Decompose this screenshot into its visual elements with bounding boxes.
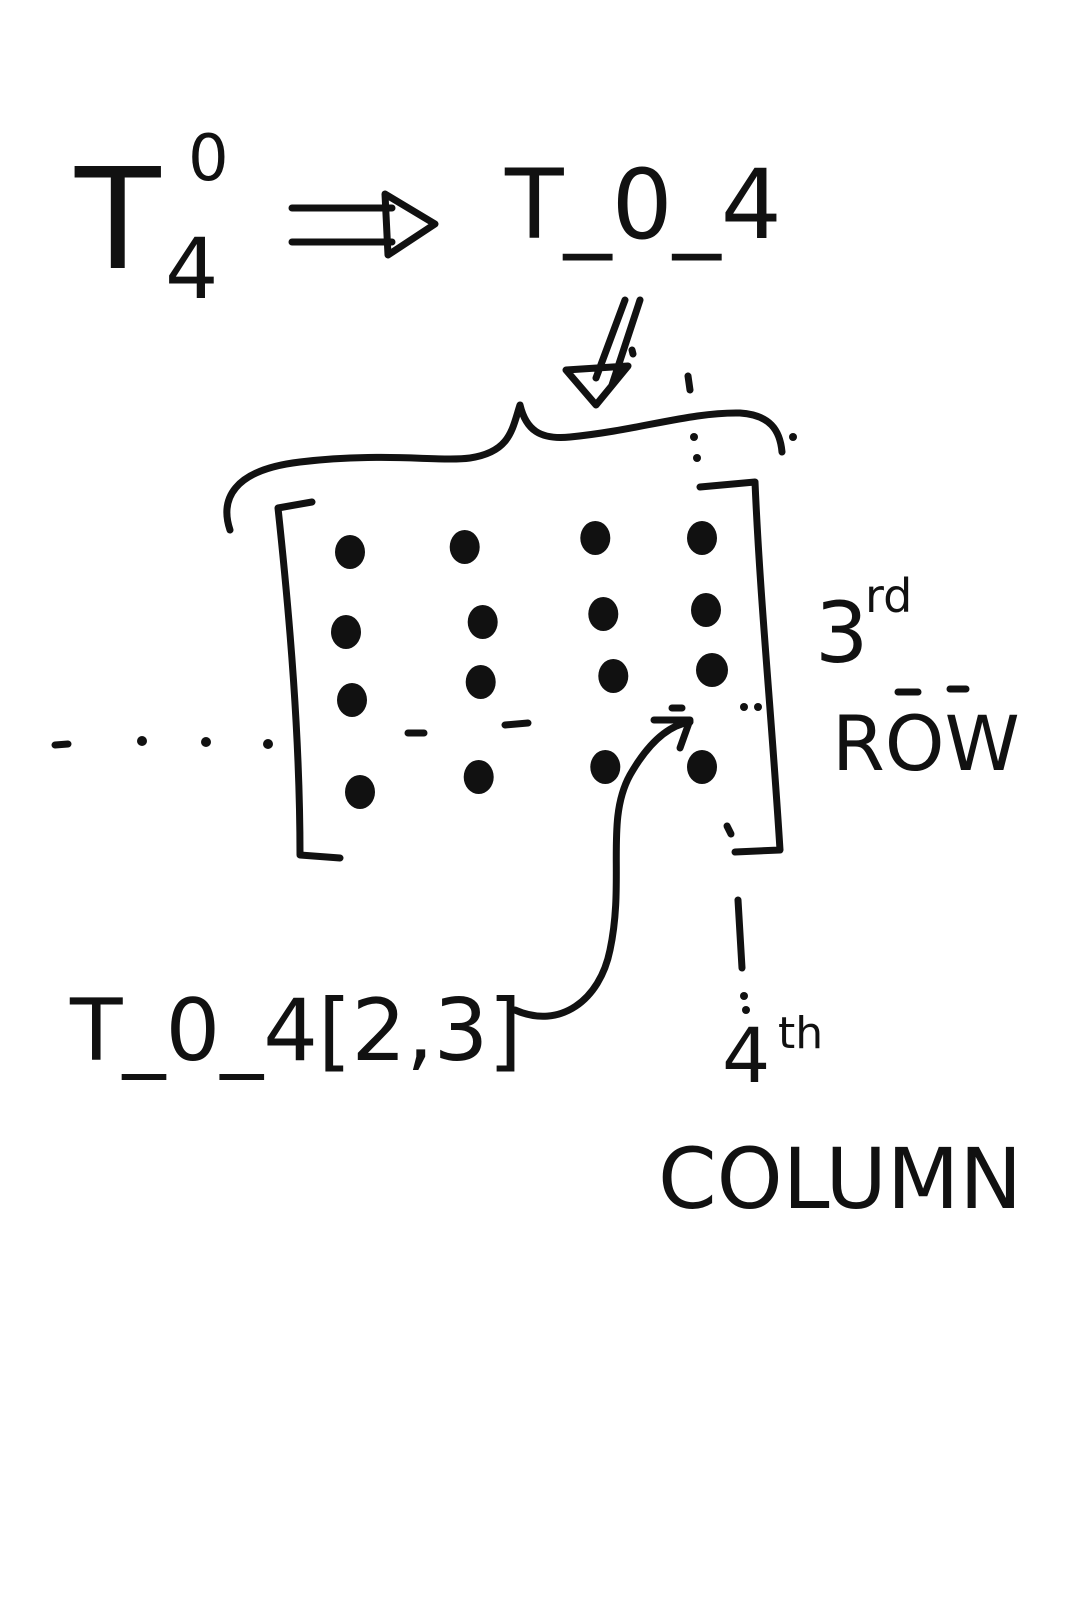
access-expression: T_0_4[2,3] bbox=[70, 981, 522, 1081]
matrix-element bbox=[588, 597, 618, 631]
tensor-subscript: 4 bbox=[165, 220, 219, 318]
matrix-element bbox=[580, 521, 610, 555]
matrix-right-bracket-tick bbox=[727, 826, 731, 834]
matrix-element-highlighted bbox=[696, 653, 728, 687]
matrix-element bbox=[345, 775, 375, 809]
matrix-element bbox=[466, 665, 496, 699]
matrix-element bbox=[464, 760, 494, 794]
double-arrow-right-icon bbox=[292, 194, 435, 255]
matrix-left-bracket bbox=[278, 502, 340, 858]
row-label bbox=[815, 569, 1020, 788]
matrix-element bbox=[687, 521, 717, 555]
column-ordinal: 4 bbox=[722, 1011, 771, 1100]
row-ordinal-suffix: rd bbox=[865, 569, 913, 623]
matrix-element bbox=[598, 659, 628, 693]
matrix-element bbox=[331, 615, 361, 649]
matrix-element bbox=[337, 683, 367, 717]
matrix-element bbox=[691, 593, 721, 627]
curly-brace bbox=[227, 405, 782, 530]
column-guide-dotted-line bbox=[738, 900, 750, 1014]
matrix-elements bbox=[331, 521, 728, 809]
variable-name: T_0_4 bbox=[505, 149, 782, 261]
matrix-element bbox=[590, 750, 620, 784]
matrix-element bbox=[687, 750, 717, 784]
matrix-element bbox=[335, 535, 365, 569]
column-word: COLUMN bbox=[658, 1130, 1023, 1228]
matrix-element bbox=[468, 605, 498, 639]
column-label bbox=[658, 1008, 1022, 1228]
double-arrow-down-icon bbox=[566, 300, 690, 405]
row-word-overline bbox=[898, 689, 966, 692]
matrix-element bbox=[450, 530, 480, 564]
tensor-letter: T bbox=[75, 139, 161, 302]
column-ordinal-suffix: th bbox=[778, 1008, 824, 1059]
tensor-notation bbox=[74, 122, 229, 318]
row-word: ROW bbox=[832, 699, 1020, 788]
row-ordinal: 3 bbox=[815, 584, 869, 682]
tensor-superscript: 0 bbox=[188, 122, 229, 196]
